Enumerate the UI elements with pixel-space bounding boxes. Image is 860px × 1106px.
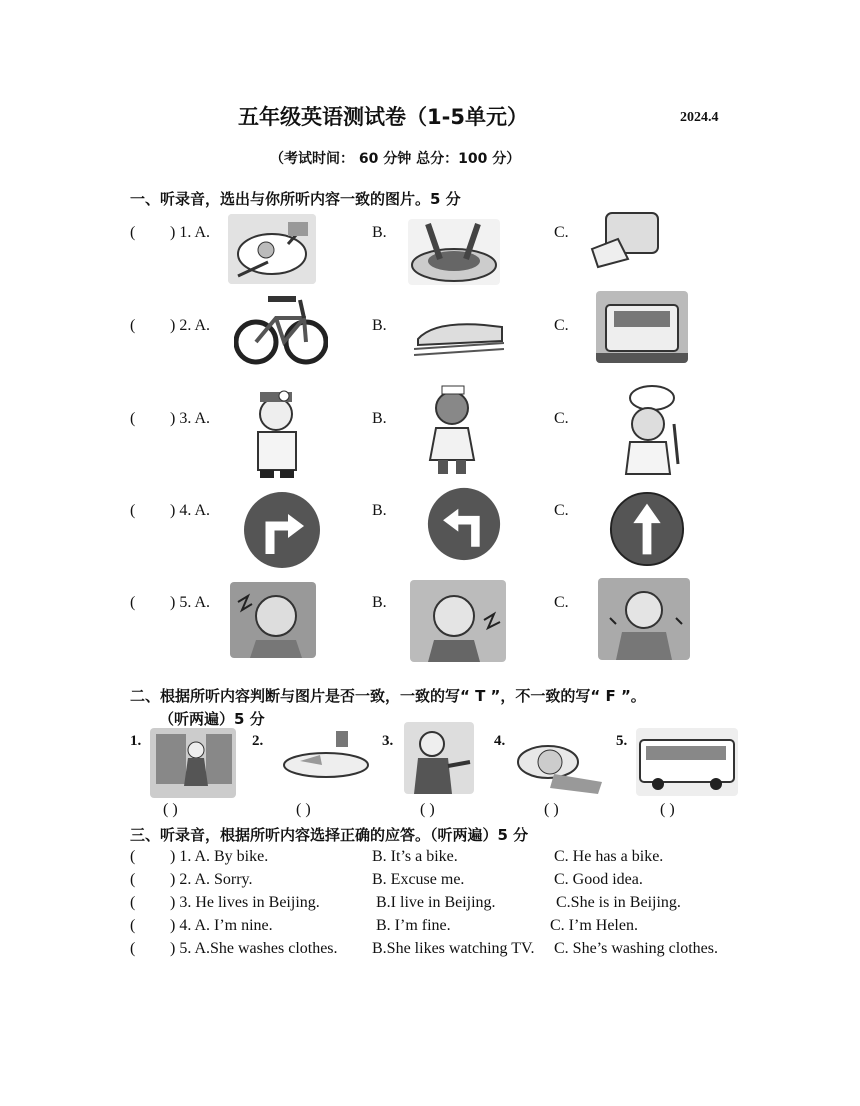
option-b-label: B. <box>372 410 387 427</box>
option-c: C. I’m Helen. <box>550 917 638 934</box>
option-a: ) 3. He lives in Beijing. <box>170 894 320 911</box>
item-number: 2. <box>252 733 264 749</box>
cleaning-window-picture <box>588 209 664 271</box>
bullet-train-picture <box>414 299 504 361</box>
washing-clothes-picture <box>408 219 500 285</box>
question-label: ) 5. A. <box>170 594 210 611</box>
answer-paren[interactable]: ( <box>130 894 136 911</box>
go-straight-sign <box>608 490 686 568</box>
option-c: C. He has a bike. <box>554 848 664 865</box>
option-b: B. I’m fine. <box>376 917 451 934</box>
answer-blank[interactable]: ( ) <box>660 801 675 818</box>
boy-sleeping-picture <box>514 726 606 796</box>
section-2-heading: 二、根据所听内容判断与图片是否一致，一致的写“ T ”，不一致的写“ F ”。 <box>130 687 646 705</box>
question-label: ) 1. A. <box>170 224 210 241</box>
washing-dishes-picture <box>228 214 316 284</box>
section-3-heading: 三、听录音，根据所听内容选择正确的应答。（听两遍）5 分 <box>130 826 529 844</box>
option-a: ) 1. A. By bike. <box>170 848 269 865</box>
option-c-label: C. <box>554 594 569 611</box>
option-c-label: C. <box>554 502 569 519</box>
answer-paren[interactable]: ( <box>130 317 136 334</box>
option-b-label: B. <box>372 594 387 611</box>
section-2-heading-note: （听两遍）5 分 <box>159 710 265 728</box>
option-a: ) 2. A. Sorry. <box>170 871 253 888</box>
option-b: B. Excuse me. <box>372 871 465 888</box>
cook-picture <box>612 384 690 480</box>
answer-paren[interactable]: ( <box>130 502 136 519</box>
question-label: ) 4. A. <box>170 502 210 519</box>
option-c: C. Good idea. <box>554 871 643 888</box>
turn-right-sign <box>242 490 322 570</box>
boy-coughing-picture <box>404 722 474 794</box>
answer-paren[interactable]: ( <box>130 848 136 865</box>
getting-off-train-picture <box>150 728 236 798</box>
answer-blank[interactable]: ( ) <box>420 801 435 818</box>
nurse-picture <box>416 380 492 480</box>
option-a: ) 5. A.She washes clothes. <box>170 940 338 957</box>
item-number: 4. <box>494 733 506 749</box>
answer-paren[interactable]: ( <box>130 871 136 888</box>
headache-picture <box>230 582 316 658</box>
turn-left-sign <box>426 486 502 562</box>
toothache-picture <box>410 580 506 662</box>
answer-paren[interactable]: ( <box>130 940 136 957</box>
option-b-label: B. <box>372 317 387 334</box>
option-b: B.I live in Beijing. <box>376 894 496 911</box>
option-c-label: C. <box>554 224 569 241</box>
option-c-label: C. <box>554 317 569 334</box>
question-label: ) 2. A. <box>170 317 210 334</box>
option-b: B. It’s a bike. <box>372 848 458 865</box>
option-b-label: B. <box>372 224 387 241</box>
answer-paren[interactable]: ( <box>130 594 136 611</box>
option-a: ) 4. A. I’m nine. <box>170 917 273 934</box>
page-title: 五年级英语测试卷（1-5单元） <box>238 105 528 129</box>
answer-paren[interactable]: ( <box>130 917 136 934</box>
bike-picture <box>234 290 328 370</box>
option-b: B.She likes watching TV. <box>372 940 535 957</box>
question-label: ) 3. A. <box>170 410 210 427</box>
bus-picture <box>636 728 738 796</box>
answer-paren[interactable]: ( <box>130 224 136 241</box>
cleaning-table-picture <box>280 725 372 789</box>
exam-info: （考试时间： 60 分钟 总分：100 分） <box>270 151 521 167</box>
option-c: C. She’s washing clothes. <box>554 940 718 957</box>
cold-picture <box>598 578 690 660</box>
option-c-label: C. <box>554 410 569 427</box>
item-number: 5. <box>616 733 628 749</box>
answer-blank[interactable]: ( ) <box>163 801 178 818</box>
answer-paren[interactable]: ( <box>130 410 136 427</box>
section-1-heading: 一、听录音，选出与你所听内容一致的图片。5 分 <box>130 190 461 208</box>
doctor-picture <box>242 384 318 480</box>
train-picture <box>596 291 688 363</box>
answer-blank[interactable]: ( ) <box>296 801 311 818</box>
exam-date: 2024.4 <box>680 110 719 125</box>
answer-blank[interactable]: ( ) <box>544 801 559 818</box>
item-number: 1. <box>130 733 142 749</box>
item-number: 3. <box>382 733 394 749</box>
option-c: C.She is in Beijing. <box>556 894 681 911</box>
option-b-label: B. <box>372 502 387 519</box>
